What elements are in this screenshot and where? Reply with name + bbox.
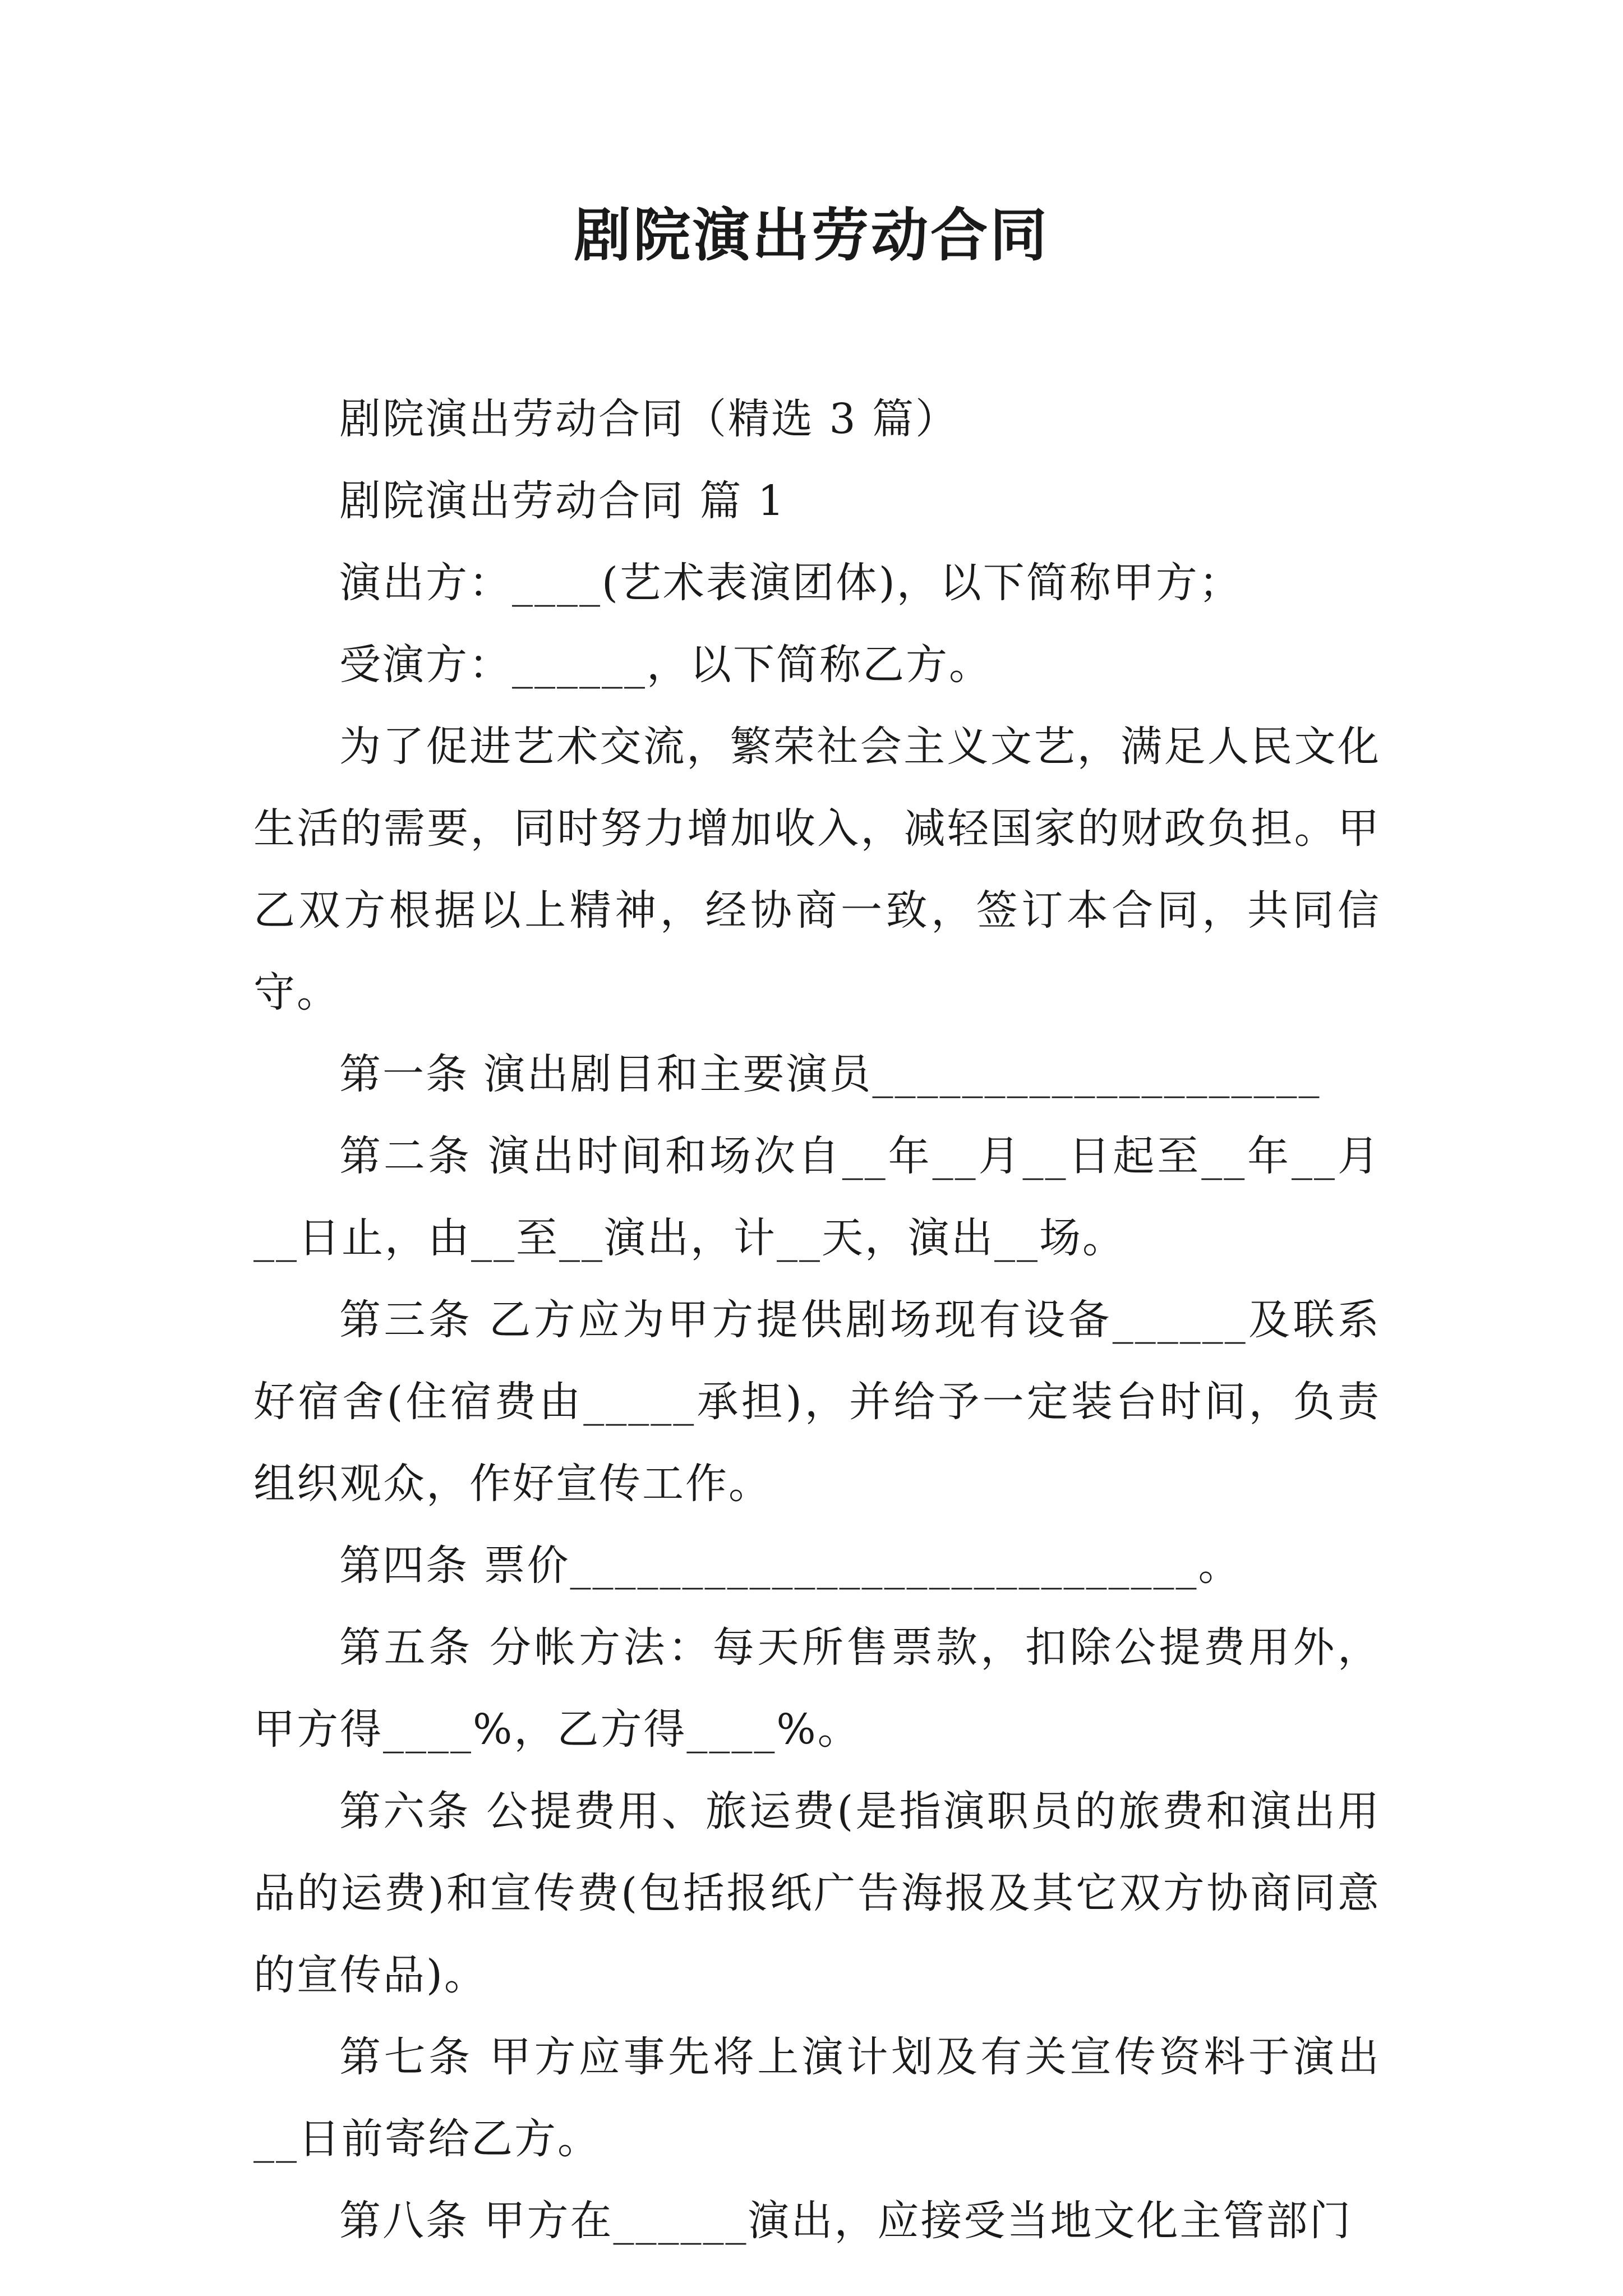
paragraph-section-heading: 剧院演出劳动合同 篇 1 xyxy=(339,477,786,525)
document-body xyxy=(253,378,1381,2262)
paragraph-article-5: 第五条 分帐方法：每天所售票款，扣除公提费用外，甲方得____%，乙方得____%。 xyxy=(253,1623,1381,1754)
paragraph-article-6: 第六条 公提费用、旅运费(是指演职员的旅费和演出用品的运费)和宣传费(包括报纸广告海报及其它双方协商同意的宣传品)。 xyxy=(253,1787,1381,1999)
paragraph-subtitle: 剧院演出劳动合同（精选 3 篇） xyxy=(339,395,959,443)
document-title: 剧院演出劳动合同 xyxy=(574,202,1049,269)
paragraph-article-1: 第一条 演出剧目和主要演员____________________ xyxy=(339,1050,1321,1098)
paragraph-article-4: 第四条 票价____________________________。 xyxy=(339,1542,1242,1590)
paragraph-party-a: 演出方：____(艺术表演团体)，以下简称甲方； xyxy=(339,559,1242,607)
paragraph-preamble: 为了促进艺术交流，繁荣社会主义文艺，满足人民文化生活的需要，同时努力增加收入，减轻国家的财政负担。甲乙双方根据以上精神，经协商一致，签订本合同，共同信守。 xyxy=(253,723,1381,1016)
paragraph-article-2: 第二条 演出时间和场次自__年__月__日起至__年__月__日止，由__至__演出，计__天，演出__场。 xyxy=(253,1132,1381,1262)
paragraph-article-7: 第七条 甲方应事先将上演计划及有关宣传资料于演出__日前寄给乙方。 xyxy=(253,2033,1381,2163)
paragraph-article-8: 第八条 甲方在______演出，应接受当地文化主管部门 xyxy=(339,2197,1353,2245)
paragraph-article-3: 第三条 乙方应为甲方提供剧场现有设备______及联系好宿舍(住宿费由_____承担)，并给予一定装台时间，负责组织观众，作好宣传工作。 xyxy=(253,1296,1381,1508)
paragraph-party-b: 受演方：______，以下简称乙方。 xyxy=(339,641,992,689)
